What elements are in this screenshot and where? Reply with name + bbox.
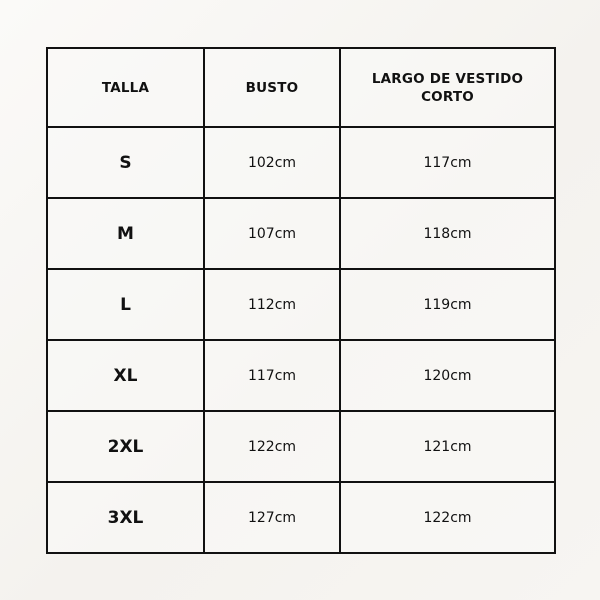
header-bust: BUSTO	[204, 48, 340, 127]
size-cell: M	[47, 198, 204, 269]
length-cell: 118cm	[340, 198, 555, 269]
table-row	[47, 340, 555, 411]
bust-cell: 117cm	[204, 340, 340, 411]
table-row	[47, 269, 555, 340]
size-chart	[46, 47, 554, 552]
header-size: TALLA	[47, 48, 204, 127]
header-length: LARGO DE VESTIDO CORTO	[340, 48, 555, 127]
size-cell: S	[47, 127, 204, 198]
size-cell: XL	[47, 340, 204, 411]
bust-cell: 102cm	[204, 127, 340, 198]
table-row	[47, 198, 555, 269]
length-cell: 122cm	[340, 482, 555, 553]
table-row	[47, 411, 555, 482]
table-row	[47, 127, 555, 198]
bust-cell: 127cm	[204, 482, 340, 553]
size-cell: 2XL	[47, 411, 204, 482]
length-cell: 119cm	[340, 269, 555, 340]
bust-cell: 107cm	[204, 198, 340, 269]
length-cell: 121cm	[340, 411, 555, 482]
length-cell: 117cm	[340, 127, 555, 198]
size-table	[46, 47, 556, 554]
size-cell: 3XL	[47, 482, 204, 553]
table-row	[47, 482, 555, 553]
bust-cell: 112cm	[204, 269, 340, 340]
length-cell: 120cm	[340, 340, 555, 411]
bust-cell: 122cm	[204, 411, 340, 482]
table-header-row	[47, 48, 555, 127]
size-cell: L	[47, 269, 204, 340]
